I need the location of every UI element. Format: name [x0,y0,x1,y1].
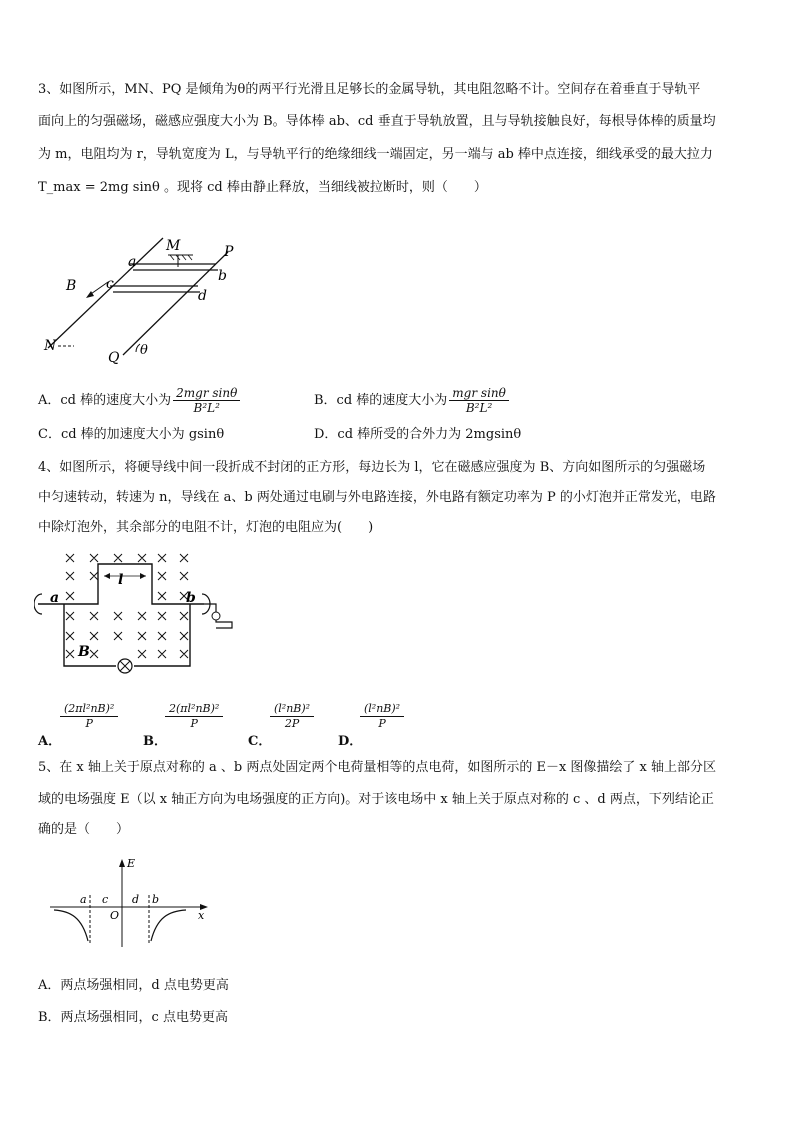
q5-option-a: A．两点场强相同，d 点电势更高 [38,978,229,993]
q4-line-3: 中除灯泡外，其余部分的电阻不计，灯泡的电阻应为( ) [38,520,374,535]
q3-line-1: 3、如图所示，MN、PQ 是倾角为θ的两平行光滑且足够长的金属导轨，其电阻忽略不计。空间存在着垂直于导轨平 [38,82,701,97]
q3-option-a-denominator: B²L² [193,401,220,415]
q3-fig-label-c: c [106,276,114,292]
q3-option-b-numerator: mgr sinθ [449,386,509,401]
q4-option-a-fraction [60,702,118,731]
q3-fig-label-a: a [128,254,137,270]
q4-option-b-denominator: P [190,717,198,730]
q4-magnetic-field-crosses [66,554,188,658]
q4-fig-label-l: l [118,572,124,588]
q4-line-2: 中匀速转动，转速为 n，导线在 a、b 两处通过电刷与外电路连接，外电路有额定功率为 P 的小灯泡并正常发光，电路 [38,490,716,505]
q4-option-d-fraction [360,702,404,731]
q3-option-d: D．cd 棒所受的合外力为 2mgsinθ [314,427,522,442]
q5-line-3: 确的是（ ） [38,822,130,837]
q3-figure-inclined-rails [38,230,248,370]
q4-option-d-numerator: (l²nB)² [360,702,404,717]
q3-fig-label-B: B [66,278,77,294]
q3-option-b-text: B．cd 棒的速度大小为 [314,393,448,408]
field-curve-left [54,910,88,941]
q3-option-a-fraction [173,386,240,415]
q3-fig-label-Q: Q [108,350,120,366]
q3-option-a-text: A．cd 棒的速度大小为 [38,393,172,408]
q4-option-b-label: B． [143,734,167,749]
q3-line-2: 面向上的匀强磁场，磁感应强度大小为 B。导体棒 ab、cd 垂直于导轨放置，且与导轨接触良好，每根导体棒的质量均 [38,114,716,129]
q5-fig-label-E: E [127,857,136,870]
q5-fig-label-a: a [80,893,87,906]
q4-option-d-denominator: P [378,717,386,730]
q3-option-c: C．cd 棒的加速度大小为 gsinθ [38,427,225,442]
q4-option-b-fraction [165,702,223,731]
q4-option-c-fraction [270,702,314,731]
q5-line-1: 5、在 x 轴上关于原点对称的 a 、b 两点处固定两个电荷量相等的点电荷，如图所示的 E－x 图像描绘了 x 轴上部分区 [38,760,717,775]
q3-option-a [38,386,240,415]
q4-option-a-numerator: (2πl²nB)² [60,702,118,717]
q5-figure-e-x-graph [48,855,218,950]
q3-option-b-fraction [449,386,509,415]
q4-figure-rotating-loop [34,548,254,676]
q5-fig-label-x: x [198,909,205,922]
q3-option-a-numerator: 2mgr sinθ [173,386,240,401]
q4-option-a-denominator: P [85,717,93,730]
q5-option-b: B．两点场强相同，c 点电势更高 [38,1010,228,1025]
q3-option-b-denominator: B²L² [465,401,493,415]
q4-option-c-numerator: (l²nB)² [270,702,314,717]
q5-fig-label-b: b [152,893,160,906]
field-curve-right [151,910,186,941]
q3-fig-label-M: M [166,238,181,254]
q5-fig-label-c: c [102,893,109,906]
q3-fig-label-N: N [44,338,57,354]
q4-line-1: 4、如图所示，将硬导线中间一段折成不封闭的正方形，每边长为 l，它在磁感应强度为 B、方向如图所示的匀强磁场 [38,460,706,475]
q4-option-b-numerator: 2(πl²nB)² [165,702,223,717]
q3-fig-label-theta: θ [140,343,148,358]
q3-line-3: 为 m，电阻均为 r，导轨宽度为 L，与导轨平行的绝缘细线一端固定，另一端与 ab 棒中点连接，细线承受的最大拉力 [38,147,713,162]
q4-option-d-label: D． [338,734,363,749]
q5-line-2: 域的电场强度 E（以 x 轴正方向为电场强度的正方向)。对于该电场中 x 轴上关于原点对称的 c 、d 两点，下列结论正 [38,792,714,807]
q5-fig-label-d: d [132,893,140,906]
q4-option-a-label: A． [38,734,62,749]
q3-option-b [314,386,509,415]
q4-option-c-label: C． [248,734,272,749]
q3-line-4: T_max = 2mg sinθ 。现将 cd 棒由静止释放，当细线被拉断时，则（ ） [38,180,487,195]
q3-fig-label-P: P [224,244,234,260]
q4-fig-label-b: b [186,590,196,606]
q4-fig-label-B: B [78,644,90,660]
q5-fig-label-O: O [110,909,120,922]
q3-fig-label-d: d [198,288,207,304]
q4-fig-label-a: a [50,590,60,606]
q3-fig-label-b: b [218,268,227,284]
q4-option-c-denominator: 2P [284,717,300,730]
